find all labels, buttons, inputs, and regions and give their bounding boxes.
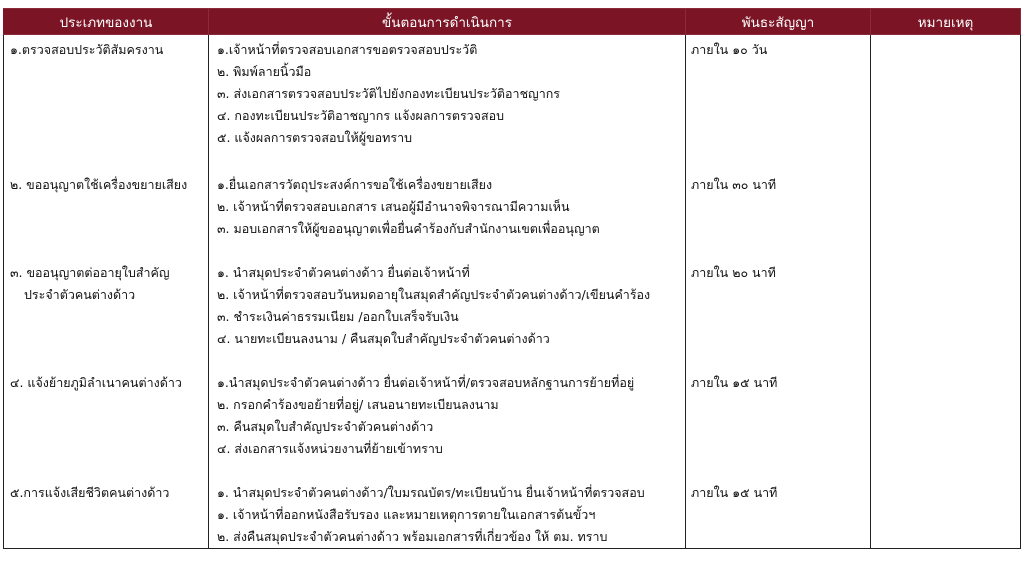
header-service-type: ประเภทของงาน (4, 9, 209, 35)
service-type-text: ๔. แจ้งย้ายภูมิลำเนาคนต่างด้าว (10, 375, 182, 390)
header-steps: ขั้นตอนการดำเนินการ (209, 9, 686, 35)
term-cell (686, 372, 871, 482)
header-term: พันธะสัญญา (686, 9, 871, 35)
note-cell (871, 262, 1021, 372)
header-row (4, 9, 1021, 35)
step-item: ๒. กรอกคำร้องขอย้ายที่อยู่/ เสนอนายทะเบียนลงนาม (217, 397, 499, 412)
note-cell (871, 174, 1021, 262)
service-type-text: ประจำตัวคนต่างด้าว (24, 287, 136, 302)
step-item: ๒. เจ้าหน้าที่ตรวจสอบเอกสาร เสนอผู้มีอำนาจพิจารณามีความเห็น (217, 199, 570, 214)
step-item: ๑. นำสมุดประจำตัวคนต่างด้าว/ใบมรณบัตร/ทะเบียนบ้าน ยื่นเจ้าหน้าที่ตรวจสอบ (217, 485, 645, 500)
service-type-text: ๒. ขออนุญาตใช้เครื่องขยายเสียง (10, 177, 188, 192)
service-type-cell (4, 482, 209, 549)
table-row (4, 174, 1021, 262)
note-cell (871, 482, 1021, 549)
term-cell (686, 174, 871, 262)
term-text: ภายใน ๑๕ นาที (691, 375, 778, 390)
steps-cell (209, 35, 686, 175)
step-item: ๑.เจ้าหน้าที่ตรวจสอบเอกสารขอตรวจสอบประวัติ (217, 42, 478, 57)
term-text: ภายใน ๑๕ นาที (691, 485, 778, 500)
service-type-cell (4, 174, 209, 262)
steps-cell (209, 372, 686, 482)
step-item: ๓. ชำระเงินค่าธรรมเนียม /ออกใบเสร็จรับเงิน (217, 309, 459, 324)
step-item: ๔. ส่งเอกสารแจ้งหน่วยงานที่ย้ายเข้าทราบ (217, 441, 443, 456)
step-item: ๒. ส่งคืนสมุดประจำตัวคนต่างด้าว พร้อมเอกสารที่เกี่ยวข้อง ให้ ตม. ทราบ (217, 529, 608, 544)
steps-cell (209, 174, 686, 262)
service-type-text: ๕.การแจ้งเสียชีวิตคนต่างด้าว (10, 485, 170, 500)
term-text: ภายใน ๓๐ นาที (691, 177, 777, 192)
service-type-text: ๓. ขออนุญาตต่ออายุใบสำคัญ (10, 265, 170, 280)
term-text: ภายใน ๒๐ นาที (691, 265, 776, 280)
term-cell (686, 262, 871, 372)
term-text: ภายใน ๑๐ วัน (691, 42, 768, 57)
service-table (3, 8, 1021, 549)
steps-cell (209, 482, 686, 549)
step-item: ๒. เจ้าหน้าที่ตรวจสอบวันหมดอายุในสมุดสำคัญประจำตัวคนต่างด้าว/เขียนคำร้อง (217, 287, 651, 302)
header-note: หมายเหตุ (871, 9, 1021, 35)
step-item: ๑.นำสมุดประจำตัวคนต่างด้าว ยื่นต่อเจ้าหน้าที่/ตรวจสอบหลักฐานการย้ายที่อยู่ (217, 375, 635, 390)
service-type-cell (4, 372, 209, 482)
note-cell (871, 372, 1021, 482)
step-item: ๒. พิมพ์ลายนิ้วมือ (217, 64, 312, 79)
term-cell (686, 35, 871, 175)
step-item: ๔. กองทะเบียนประวัติอาชญากร แจ้งผลการตรวจสอบ (217, 108, 505, 123)
step-item: ๓. ส่งเอกสารตรวจสอบประวัติไปยังกองทะเบียนประวัติอาชญากร (217, 86, 560, 101)
step-item: ๑.ยื่นเอกสารวัตถุประสงค์การขอใช้เครื่องขยายเสียง (217, 177, 493, 192)
note-cell (871, 35, 1021, 175)
step-item: ๓. คืนสมุดใบสำคัญประจำตัวคนต่างด้าว (217, 419, 434, 434)
step-item: ๓. มอบเอกสารให้ผู้ขออนุญาตเพื่อยื่นคำร้องกับสำนักงานเขตเพื่ออนุญาต (217, 221, 600, 236)
step-item: ๑. เจ้าหน้าที่ออกหนังสือรับรอง และหมายเหตุการตายในเอกสารต้นขั้วฯ (217, 507, 596, 522)
step-item: ๕. แจ้งผลการตรวจสอบให้ผู้ขอทราบ (217, 130, 413, 145)
service-type-cell (4, 262, 209, 372)
table-row (4, 372, 1021, 482)
step-item: ๑. นำสมุดประจำตัวคนต่างด้าว ยื่นต่อเจ้าหน้าที่ (217, 265, 470, 280)
table-row (4, 482, 1021, 549)
steps-cell (209, 262, 686, 372)
table-row (4, 35, 1021, 175)
service-type-cell (4, 35, 209, 175)
step-item: ๔. นายทะเบียนลงนาม / คืนสมุดใบสำคัญประจำตัวคนต่างด้าว (217, 331, 550, 346)
service-type-text: ๑.ตรวจสอบประวัติสัมครงาน (10, 42, 164, 57)
table-row (4, 262, 1021, 372)
term-cell (686, 482, 871, 549)
